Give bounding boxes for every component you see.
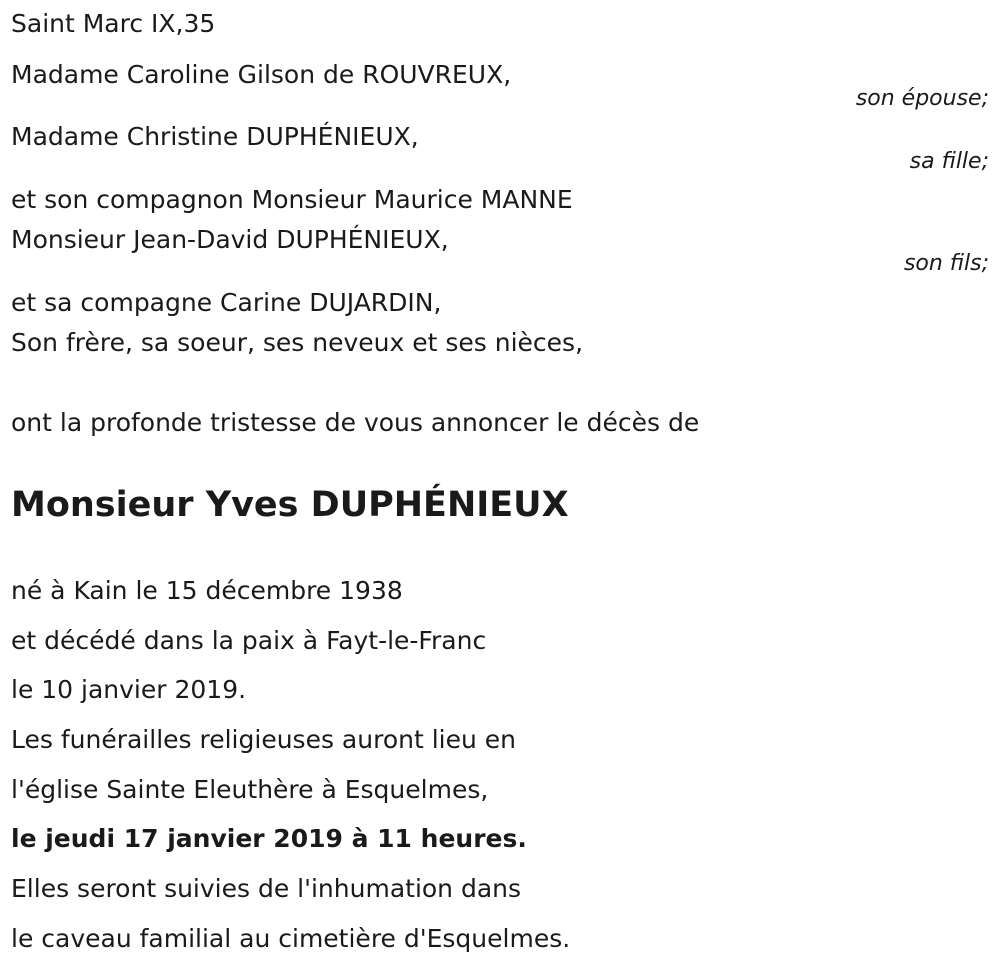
family-member-wife: Madame Caroline Gilson de ROUVREUX, — [11, 60, 512, 89]
detail-burial-place: le caveau familial au cimetière d'Esquelmes. — [11, 924, 571, 953]
family-role-son: son fils; — [903, 251, 989, 276]
family-role-wife: son épouse; — [855, 86, 989, 111]
family-member-siblings: Son frère, sa soeur, ses neveux et ses nièces, — [11, 328, 584, 357]
family-member-daughter: Madame Christine DUPHÉNIEUX, — [11, 122, 419, 151]
deceased-name: Monsieur Yves DUPHÉNIEUX — [11, 485, 569, 525]
detail-funeral: Les funérailles religieuses auront lieu en — [11, 725, 516, 754]
detail-church: l'église Sainte Eleuthère à Esquelmes, — [11, 775, 489, 804]
scripture-reference: Saint Marc IX,35 — [11, 9, 216, 38]
detail-death-date: le 10 janvier 2019. — [11, 675, 247, 704]
detail-death-place: et décédé dans la paix à Fayt-le-Franc — [11, 626, 487, 655]
family-member-son-partner: et sa compagne Carine DUJARDIN, — [11, 288, 442, 317]
family-member-son: Monsieur Jean-David DUPHÉNIEUX, — [11, 225, 449, 254]
family-member-daughter-partner: et son compagnon Monsieur Maurice MANNE — [11, 185, 573, 214]
family-role-daughter: sa fille; — [909, 149, 989, 174]
detail-birth: né à Kain le 15 décembre 1938 — [11, 576, 403, 605]
detail-burial: Elles seront suivies de l'inhumation dans — [11, 874, 522, 903]
detail-funeral-date: le jeudi 17 janvier 2019 à 11 heures. — [11, 824, 527, 853]
announcement-text: ont la profonde tristesse de vous annoncer le décès de — [11, 408, 700, 437]
